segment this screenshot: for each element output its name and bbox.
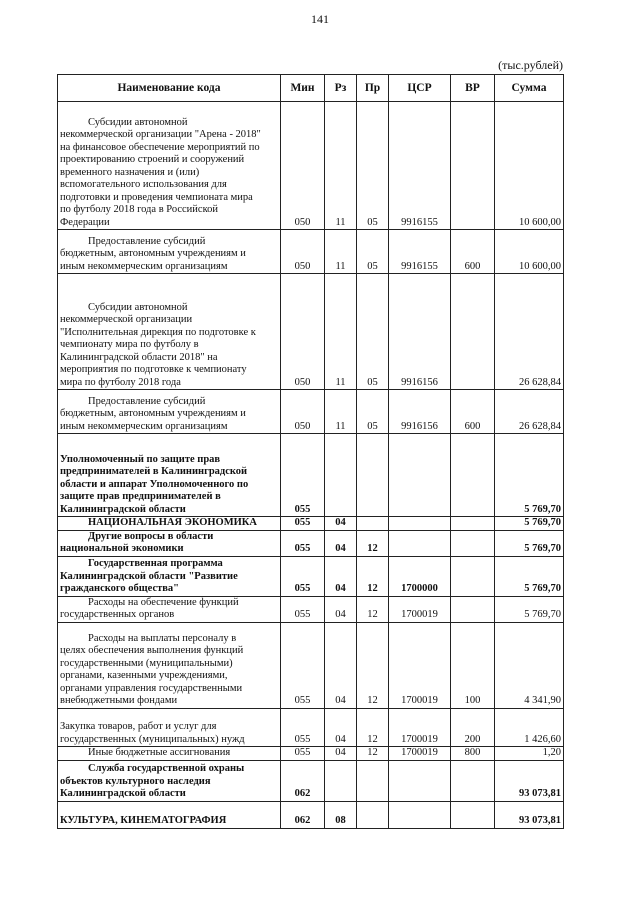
row-vr: 600 bbox=[451, 230, 495, 274]
row-csr bbox=[389, 530, 451, 556]
row-name: Государственная программа Калининградской области "Развитие гражданского общества" bbox=[58, 556, 281, 596]
row-vr bbox=[451, 274, 495, 390]
row-vr bbox=[451, 102, 495, 230]
row-vr bbox=[451, 556, 495, 596]
row-sum: 10 600,00 bbox=[495, 230, 564, 274]
row-name: Закупка товаров, работ и услуг для государственных (муниципальных) нужд bbox=[58, 708, 281, 747]
row-csr: 1700019 bbox=[389, 708, 451, 747]
table-row bbox=[58, 622, 564, 708]
row-vr: 100 bbox=[451, 622, 495, 708]
row-vr: 600 bbox=[451, 390, 495, 434]
row-rz: 04 bbox=[325, 530, 357, 556]
table-row bbox=[58, 747, 564, 761]
table-row bbox=[58, 517, 564, 531]
row-csr: 9916156 bbox=[389, 390, 451, 434]
row-pr: 05 bbox=[357, 274, 389, 390]
table-row bbox=[58, 760, 564, 801]
table-row bbox=[58, 596, 564, 622]
row-min: 050 bbox=[281, 274, 325, 390]
row-csr: 9916156 bbox=[389, 274, 451, 390]
row-rz: 04 bbox=[325, 556, 357, 596]
row-rz bbox=[325, 760, 357, 801]
row-min: 055 bbox=[281, 530, 325, 556]
row-vr bbox=[451, 801, 495, 828]
row-name: Другие вопросы в области национальной экономики bbox=[58, 530, 281, 556]
row-csr: 1700019 bbox=[389, 747, 451, 761]
row-vr bbox=[451, 760, 495, 801]
row-pr: 12 bbox=[357, 556, 389, 596]
table-row bbox=[58, 274, 564, 390]
row-name: НАЦИОНАЛЬНАЯ ЭКОНОМИКА bbox=[58, 517, 281, 531]
table-row bbox=[58, 434, 564, 517]
row-name: Предоставление субсидий бюджетным, автономным учреждениям и иным некоммерческим организациям bbox=[58, 230, 281, 274]
row-pr bbox=[357, 517, 389, 531]
row-sum: 93 073,81 bbox=[495, 801, 564, 828]
row-min: 050 bbox=[281, 102, 325, 230]
row-sum: 10 600,00 bbox=[495, 102, 564, 230]
row-name: Субсидии автономной некоммерческой организации "Арена - 2018" на финансовое обеспечение мероприятий по проектированию строений и сооружений временного назначения и (или) вспомогательного использования для подготовки и проведения чемпионата мира по футболу 2018 года в Российской Федерации bbox=[58, 102, 281, 230]
row-rz: 04 bbox=[325, 747, 357, 761]
page-number: 141 bbox=[311, 12, 329, 26]
row-name: Предоставление субсидий бюджетным, автономным учреждениям и иным некоммерческим организациям bbox=[58, 390, 281, 434]
header-sum: Сумма bbox=[495, 75, 564, 102]
row-name: Иные бюджетные ассигнования bbox=[58, 747, 281, 761]
row-pr: 12 bbox=[357, 708, 389, 747]
row-sum: 4 341,90 bbox=[495, 622, 564, 708]
unit-label: (тыс.рублей) bbox=[498, 58, 563, 72]
row-rz: 04 bbox=[325, 708, 357, 747]
row-pr bbox=[357, 434, 389, 517]
row-vr: 800 bbox=[451, 747, 495, 761]
row-sum: 5 769,70 bbox=[495, 517, 564, 531]
row-vr bbox=[451, 434, 495, 517]
row-name: Расходы на выплаты персоналу в целях обеспечения выполнения функций государственными (муниципальными) органами, казенными учреждениями, органами управления государственными внебюджетными фондами bbox=[58, 622, 281, 708]
row-pr: 05 bbox=[357, 230, 389, 274]
row-rz: 04 bbox=[325, 622, 357, 708]
row-name: Субсидии автономной некоммерческой организации "Исполнительная дирекция по подготовке к чемпионату мира по футболу в Калининградской области 2018" на мероприятия по подготовке к чемпионату мира по футболу 2018 года bbox=[58, 274, 281, 390]
row-min: 050 bbox=[281, 230, 325, 274]
row-rz: 11 bbox=[325, 102, 357, 230]
header-csr: ЦСР bbox=[389, 75, 451, 102]
row-name: Служба государственной охраны объектов культурного наследия Калининградской области bbox=[58, 760, 281, 801]
row-csr bbox=[389, 434, 451, 517]
table-row bbox=[58, 102, 564, 230]
table-row bbox=[58, 390, 564, 434]
row-rz: 04 bbox=[325, 517, 357, 531]
row-min: 055 bbox=[281, 434, 325, 517]
row-vr bbox=[451, 596, 495, 622]
row-sum: 26 628,84 bbox=[495, 390, 564, 434]
row-csr bbox=[389, 760, 451, 801]
table-row bbox=[58, 556, 564, 596]
row-pr: 12 bbox=[357, 596, 389, 622]
row-pr: 12 bbox=[357, 622, 389, 708]
row-min: 062 bbox=[281, 801, 325, 828]
row-name: Уполномоченный по защите прав предпринимателей в Калининградской области и аппарат Уполномоченного по защите прав предпринимателей в Калининградской области bbox=[58, 434, 281, 517]
table-row bbox=[58, 708, 564, 747]
row-csr: 1700000 bbox=[389, 556, 451, 596]
table-header-row bbox=[58, 75, 564, 102]
row-vr: 200 bbox=[451, 708, 495, 747]
row-csr bbox=[389, 517, 451, 531]
row-sum: 26 628,84 bbox=[495, 274, 564, 390]
row-pr: 05 bbox=[357, 390, 389, 434]
header-vr: ВР bbox=[451, 75, 495, 102]
row-name: Расходы на обеспечение функций государственных органов bbox=[58, 596, 281, 622]
row-csr bbox=[389, 801, 451, 828]
row-min: 055 bbox=[281, 517, 325, 531]
row-min: 055 bbox=[281, 747, 325, 761]
row-vr bbox=[451, 517, 495, 531]
row-sum: 5 769,70 bbox=[495, 596, 564, 622]
row-min: 055 bbox=[281, 596, 325, 622]
row-rz: 04 bbox=[325, 596, 357, 622]
row-min: 055 bbox=[281, 556, 325, 596]
row-sum: 1 426,60 bbox=[495, 708, 564, 747]
row-sum: 5 769,70 bbox=[495, 434, 564, 517]
row-min: 055 bbox=[281, 708, 325, 747]
row-rz bbox=[325, 434, 357, 517]
row-vr bbox=[451, 530, 495, 556]
row-sum: 5 769,70 bbox=[495, 530, 564, 556]
row-pr bbox=[357, 760, 389, 801]
table-row bbox=[58, 530, 564, 556]
row-pr bbox=[357, 801, 389, 828]
table-row bbox=[58, 801, 564, 828]
table-row bbox=[58, 230, 564, 274]
row-pr: 12 bbox=[357, 530, 389, 556]
row-rz: 11 bbox=[325, 274, 357, 390]
row-pr: 12 bbox=[357, 747, 389, 761]
row-rz: 08 bbox=[325, 801, 357, 828]
row-pr: 05 bbox=[357, 102, 389, 230]
row-sum: 93 073,81 bbox=[495, 760, 564, 801]
row-sum: 5 769,70 bbox=[495, 556, 564, 596]
row-rz: 11 bbox=[325, 390, 357, 434]
header-name: Наименование кода bbox=[58, 75, 281, 102]
row-csr: 9916155 bbox=[389, 230, 451, 274]
budget-table bbox=[57, 74, 564, 829]
header-min: Мин bbox=[281, 75, 325, 102]
row-min: 050 bbox=[281, 390, 325, 434]
row-rz: 11 bbox=[325, 230, 357, 274]
header-rz: Рз bbox=[325, 75, 357, 102]
row-min: 055 bbox=[281, 622, 325, 708]
header-pr: Пр bbox=[357, 75, 389, 102]
row-csr: 1700019 bbox=[389, 596, 451, 622]
row-min: 062 bbox=[281, 760, 325, 801]
row-sum: 1,20 bbox=[495, 747, 564, 761]
row-csr: 9916155 bbox=[389, 102, 451, 230]
row-name: КУЛЬТУРА, КИНЕМАТОГРАФИЯ bbox=[58, 801, 281, 828]
row-csr: 1700019 bbox=[389, 622, 451, 708]
